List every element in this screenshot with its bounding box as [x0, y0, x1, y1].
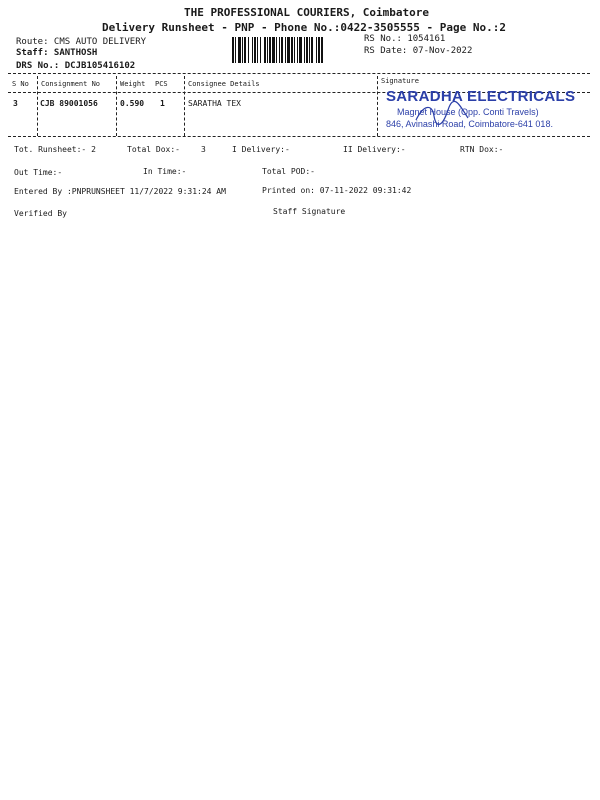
signature-scribble — [412, 100, 472, 130]
printed-on: Printed on: 07-11-2022 09:31:42 — [262, 186, 412, 195]
total-pod: Total POD:- — [262, 167, 315, 176]
rtn-dox: RTN Dox:- — [460, 145, 504, 154]
company-title: THE PROFESSIONAL COURIERS, Coimbatore — [184, 6, 430, 19]
row-consignee: SARATHA TEX — [188, 99, 241, 108]
row-sno: 3 — [13, 99, 18, 108]
out-time: Out Time:- — [14, 168, 63, 177]
column-divider — [377, 76, 378, 136]
entered-by: Entered By :PNPRUNSHEET 11/7/2022 9:31:24 AM — [14, 187, 226, 196]
column-divider — [37, 76, 38, 136]
document-title: Delivery Runsheet - PNP - Phone No.:0422-3505555 - Page No.:2 — [102, 21, 506, 34]
row-consignment-no: CJB 89001056 — [40, 99, 98, 108]
column-header-consignment: Consignment No — [41, 80, 101, 88]
drs-number: DRS No.: DCJB105416102 — [16, 61, 136, 71]
row-weight: 0.590 — [120, 99, 145, 108]
column-divider — [184, 76, 185, 136]
column-header-sno: S No — [12, 80, 29, 88]
column-divider — [116, 76, 117, 136]
route-label: Route: CMS AUTO DELIVERY — [16, 37, 147, 47]
ii-delivery: II Delivery:- — [343, 145, 406, 154]
i-delivery: I Delivery:- — [232, 145, 290, 154]
total-dox-value: 3 — [201, 145, 206, 154]
barcode — [232, 37, 324, 63]
table-bottom-border — [8, 136, 590, 137]
staff-label: Staff: SANTHOSH — [16, 48, 98, 58]
stamp-company-name: SARADHA ELECTRICALS — [386, 88, 576, 105]
stamp-address-line1: Magnet House (Opp. Conti Travels) — [397, 107, 539, 117]
in-time: In Time:- — [143, 167, 187, 176]
total-dox-label: Total Dox:- — [127, 145, 180, 154]
row-pcs: 1 — [160, 99, 165, 108]
staff-signature: Staff Signature — [273, 207, 346, 216]
rs-date: RS Date: 07-Nov-2022 — [364, 46, 473, 56]
rs-number: RS No.: 1054161 — [364, 34, 446, 44]
column-header-signature: Signature — [381, 77, 419, 85]
stamp-address-line2: 846, Avinashi Road, Coimbatore-641 018. — [386, 119, 553, 129]
verified-by: Verified By — [14, 209, 67, 218]
table-top-border — [8, 73, 590, 74]
column-header-weight: Weight — [120, 80, 146, 88]
total-runsheet: Tot. Runsheet:- 2 — [14, 145, 96, 154]
column-header-consignee: Consignee Details — [188, 80, 260, 88]
column-header-pcs: PCS — [155, 80, 168, 88]
